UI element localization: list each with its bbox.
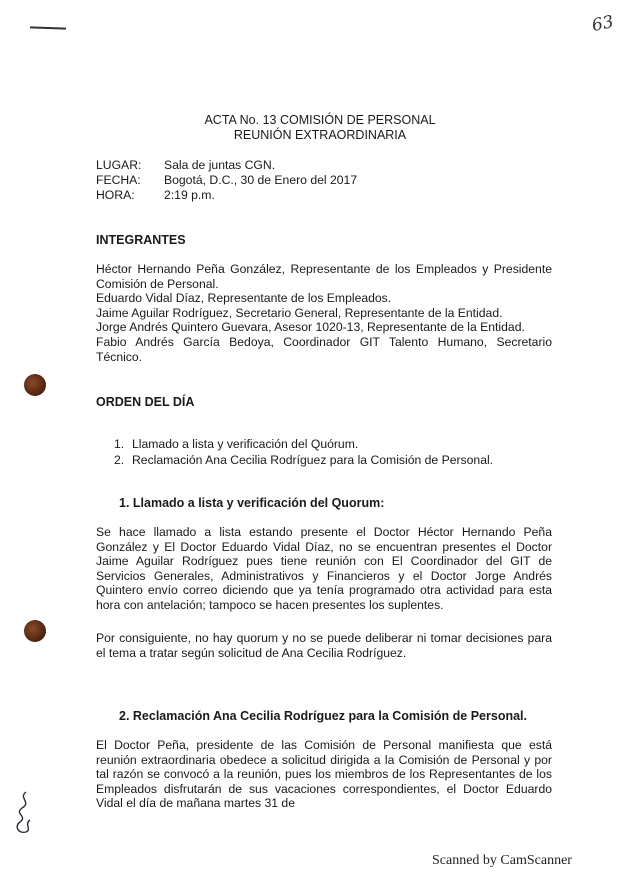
- section2-heading: 2. Reclamación Ana Cecilia Rodríguez para la Comisión de Personal.: [119, 709, 527, 723]
- section1-heading: 1. Llamado a lista y verificación del Quorum:: [119, 496, 385, 510]
- meta-label-fecha: FECHA:: [96, 173, 141, 187]
- signature-mark: [8, 790, 42, 838]
- document-title: ACTA No. 13 COMISIÓN DE PERSONAL: [204, 113, 436, 127]
- meta-value-hora: 2:19 p.m.: [164, 188, 215, 202]
- meta-value-lugar: Sala de juntas CGN.: [164, 158, 276, 172]
- section1-paragraph2: Por consiguiente, no hay quorum y no se puede deliberar ni tomar decisiones para el tema a tratar según solicitud de Ana Cecilia Rodríguez.: [96, 631, 552, 660]
- section1-paragraph1: Se hace llamado a lista estando presente el Doctor Héctor Hernando Peña González y El Doctor Eduardo Vidal Díaz, no se encuentran presentes el Doctor Jaime Aguilar Rodríguez pues tiene reunión con El Coordinador del GIT de Servicios Generales, Administrativos y Financieros y el Doctor Jorge Andrés Quintero envío correo diciendo que ya tenía programado otra actividad para esta hora con antelación; tampoco se hacen presentes los suplentes.: [96, 525, 552, 612]
- orden-item: [114, 452, 493, 468]
- corner-pen-mark: [30, 26, 66, 29]
- meta-label-lugar: LUGAR:: [96, 158, 142, 172]
- section2-paragraph1: El Doctor Peña, presidente de las Comisión de Personal manifiesta que está reunión extraordinaria obedece a solicitud dirigida a la Comisión de Personal y por tal razón se convocó a la reunión, pues los miembros de los Representantes de los Empleados disfrutarán de sus vacaciones correspondientes, el Doctor Eduardo Vidal el día de mañana martes 31 de: [96, 738, 552, 811]
- orden-item: [114, 436, 493, 452]
- integrantes-list: [96, 262, 552, 364]
- punch-hole: [24, 374, 46, 396]
- handwritten-page-number: 63: [590, 11, 616, 37]
- integrantes-heading: INTEGRANTES: [96, 233, 186, 247]
- orden-item-number: 1.: [114, 437, 125, 451]
- punch-hole: [24, 620, 46, 642]
- integrante-line: Fabio Andrés García Bedoya, Coordinador GIT Talento Humano, Secretario Técnico.: [96, 334, 552, 364]
- integrante-line: Jaime Aguilar Rodríguez, Secretario General, Representante de la Entidad.: [96, 305, 503, 320]
- orden-item-text: Reclamación Ana Cecilia Rodríguez para la Comisión de Personal.: [132, 453, 494, 467]
- integrante-line: Eduardo Vidal Díaz, Representante de los Empleados.: [96, 291, 392, 306]
- scanner-watermark: Scanned by CamScanner: [432, 853, 572, 868]
- integrante-line: Héctor Hernando Peña González, Representante de los Empleados y Presidente Comisión de Personal.: [96, 262, 552, 291]
- orden-item-number: 2.: [114, 453, 125, 467]
- orden-item-text: Llamado a lista y verificación del Quórum.: [132, 437, 359, 451]
- orden-list: [114, 436, 493, 468]
- integrante-line: Jorge Andrés Quintero Guevara, Asesor 1020-13, Representante de la Entidad.: [96, 320, 525, 335]
- orden-heading: ORDEN DEL DÍA: [96, 395, 195, 409]
- meta-label-hora: HORA:: [96, 188, 135, 202]
- document-subtitle: REUNIÓN EXTRAORDINARIA: [233, 128, 407, 142]
- meta-value-fecha: Bogotá, D.C., 30 de Enero del 2017: [164, 173, 358, 187]
